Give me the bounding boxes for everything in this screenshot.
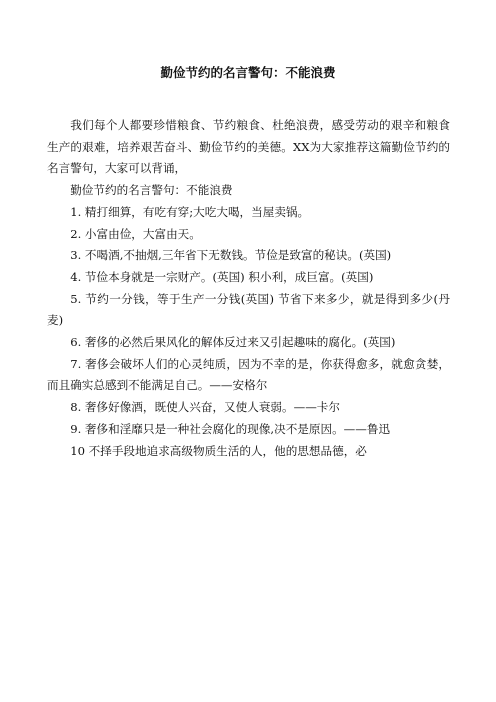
document-body xyxy=(47,115,450,462)
quote-item-6: 6. 奢侈的必然后果风化的解体反过来又引起趣味的腐化。(英国) xyxy=(70,335,396,350)
section-heading: 勤俭节约的名言警句：不能浪费 xyxy=(70,183,233,198)
quote-item-1: 1. 精打细算，有吃有穿;大吃大喝，当屋卖锅。 xyxy=(70,204,310,219)
quote-item-4: 4. 节俭本身就是一宗财产。(英国) 积小利，成巨富。(英国) xyxy=(70,269,374,284)
quote-item-5: 5. 节约一分钱，等于生产一分钱(英国) 节省下来多少，就是得到多少(丹麦) xyxy=(47,291,450,328)
quote-item-8: 8. 奢侈好像酒，既使人兴奋，又使人衰弱。——卡尔 xyxy=(70,400,340,415)
quote-item-10: 10 不择手段地追求高级物质生活的人，他的思想品德，必 xyxy=(70,443,367,458)
quote-item-2: 2. 小富由俭，大富由天。 xyxy=(70,226,201,241)
document-title: 勤俭节约的名言警句：不能浪费 xyxy=(160,65,336,80)
intro-paragraph: 我们每个人都要珍惜粮食、节约粮食、杜绝浪费，感受劳动的艰辛和粮食生产的艰难，培养艰苦奋斗、勤俭节约的美德。XX为大家推荐这篇勤俭节约的名言警句，大家可以背诵， xyxy=(47,118,450,176)
quote-item-3: 3. 不喝酒,不抽烟,三年省下无数钱。节俭是致富的秘诀。(英国) xyxy=(70,248,392,263)
quote-item-9: 9. 奢侈和淫靡只是一种社会腐化的现像,决不是原因。——鲁迅 xyxy=(70,421,391,436)
quote-item-7: 7. 奢侈会破坏人们的心灵纯质，因为不幸的是，你获得愈多，就愈贪婪，而且确实总感到不能满足自己。——安格尔 xyxy=(47,356,450,393)
